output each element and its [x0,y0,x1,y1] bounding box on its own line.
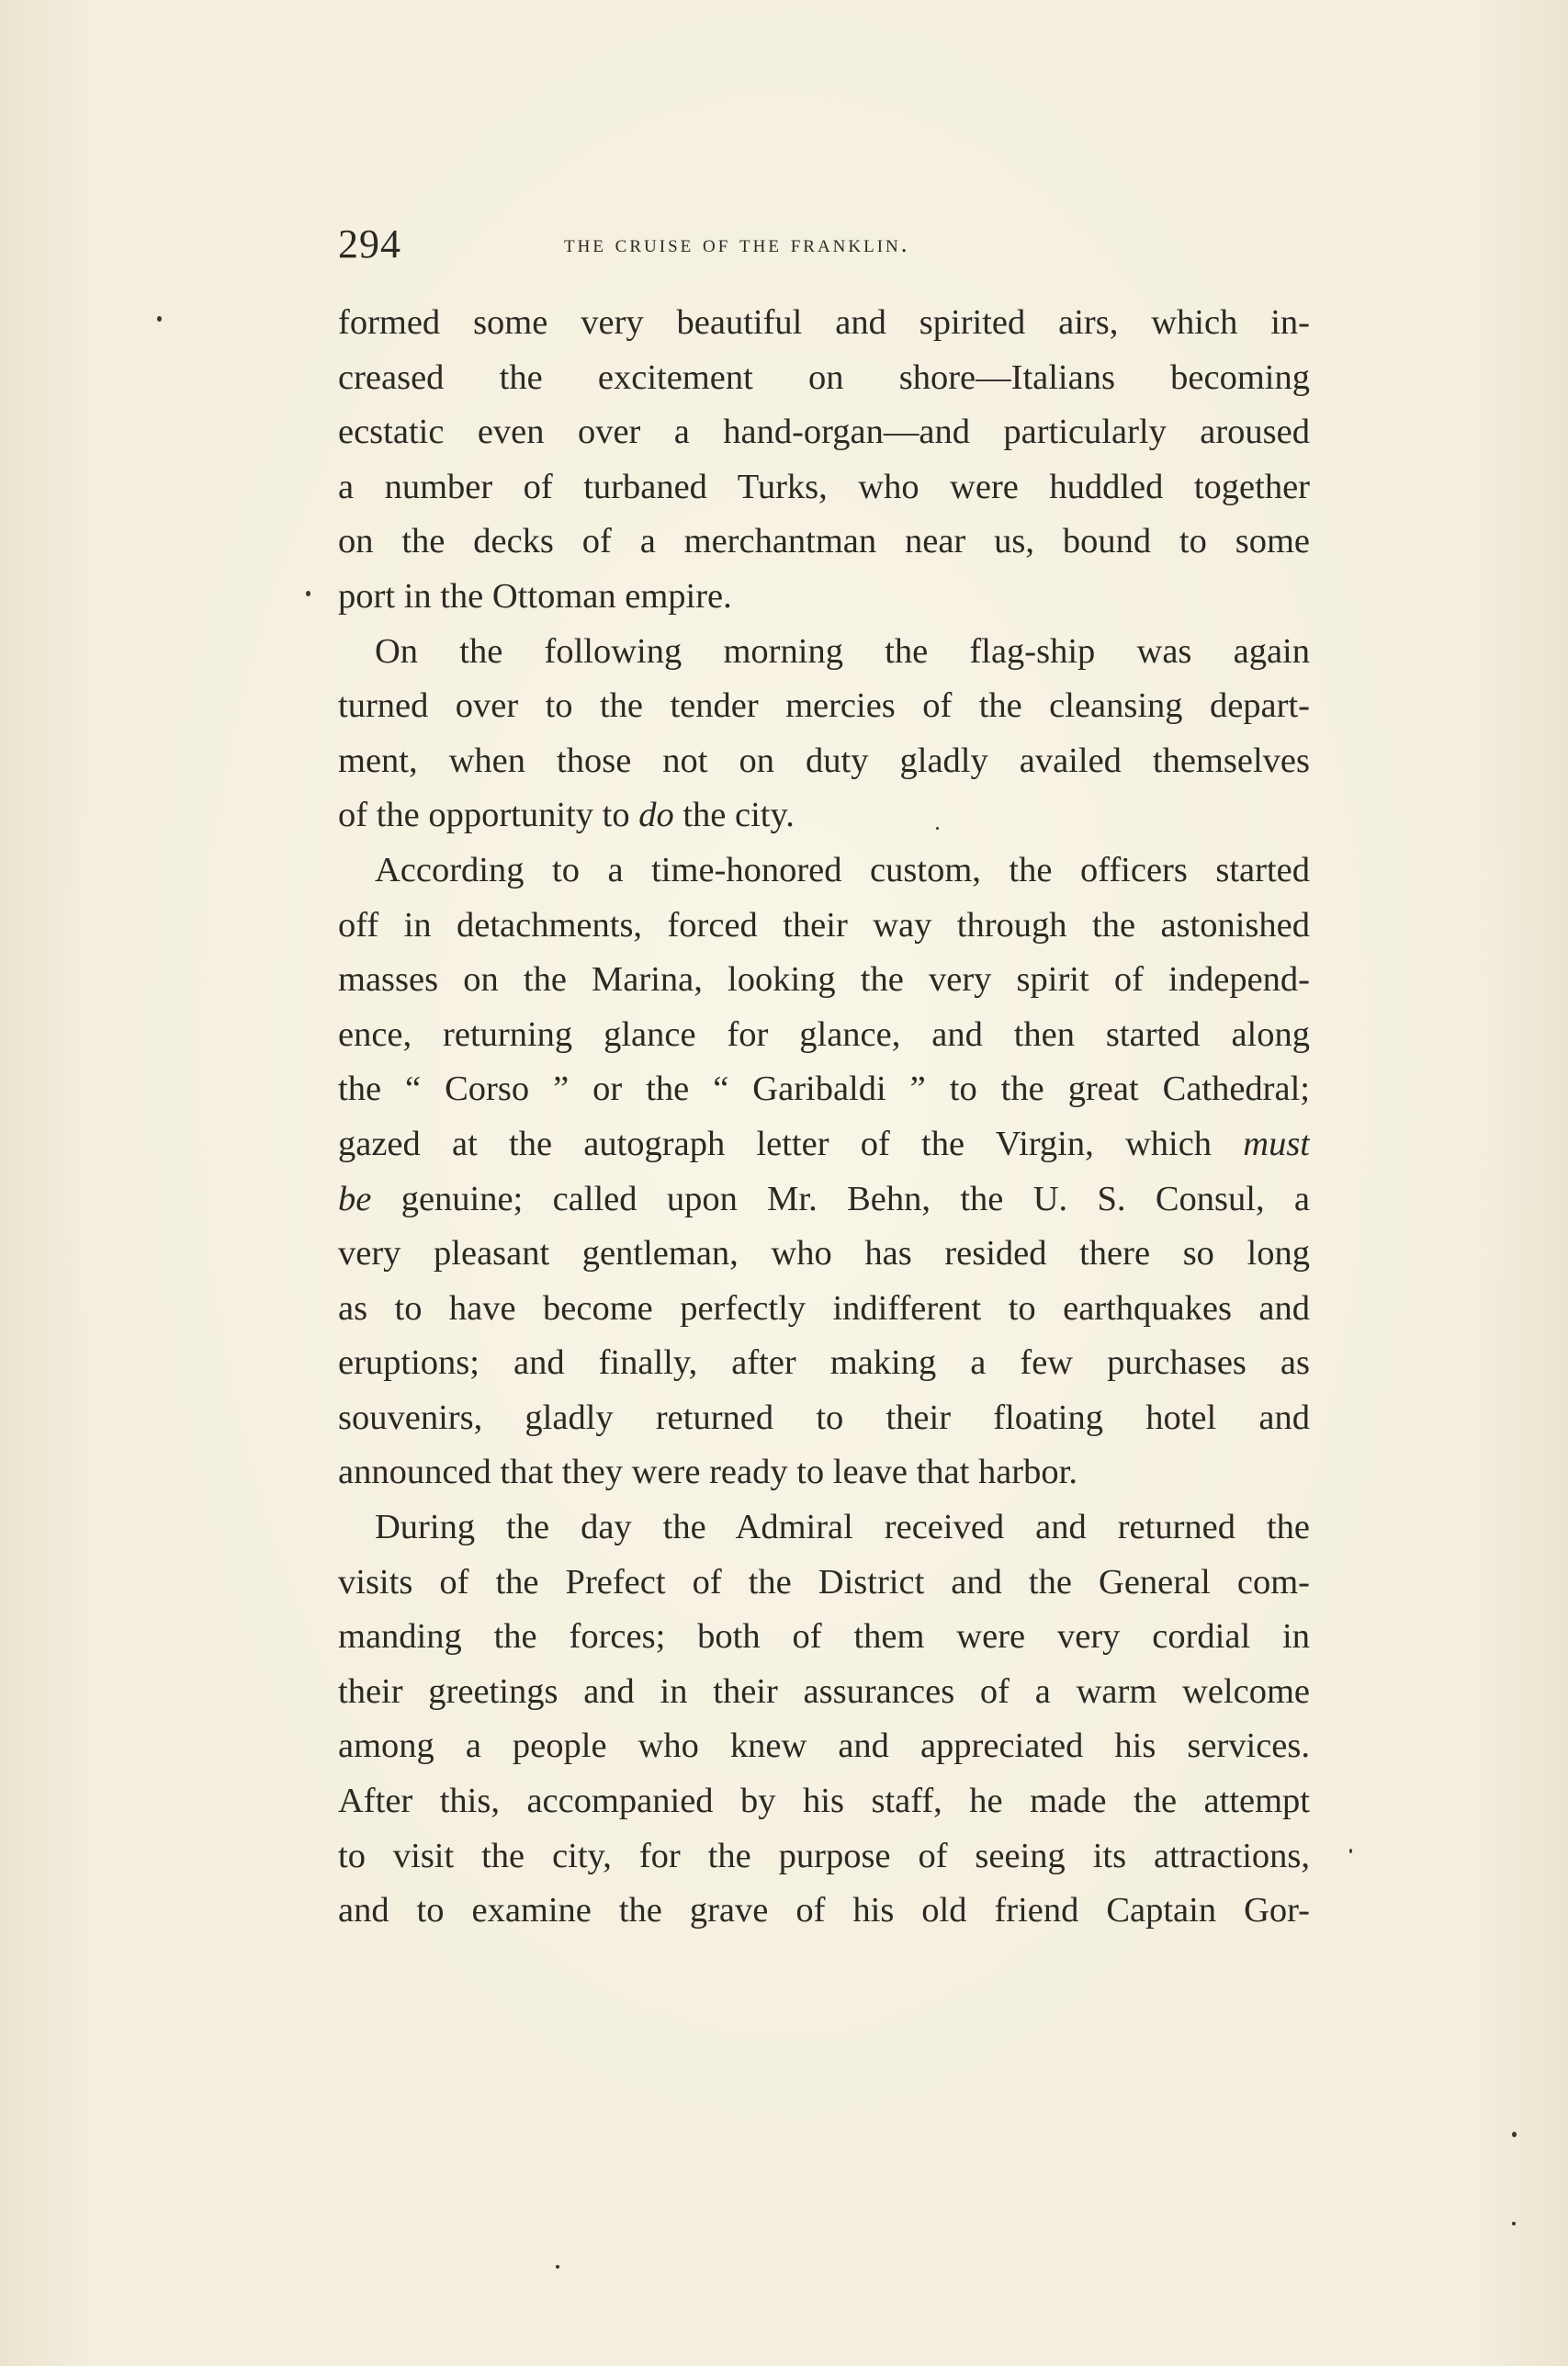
margin-speck [306,591,310,596]
italic-word: do [638,796,674,835]
margin-speck [1512,2132,1517,2137]
text-segment: the city. [673,796,795,835]
margin-speck [1349,1849,1352,1853]
text-line: ecstatic even over a hand-organ—and particularly aroused [338,413,1310,452]
paragraph-1 [338,296,1310,625]
text-line: a number of turbaned Turks, who were huddled together [338,467,1310,506]
text-line: visits of the Prefect of the District and the General com- [338,1562,1310,1602]
margin-speck [936,827,939,830]
italic-word: be [338,1179,372,1218]
text-line: manding the forces; both of them were very cordial in [338,1617,1310,1657]
text-line: creased the excitement on shore—Italians becoming [338,357,1310,397]
italic-word: must [1243,1124,1310,1163]
text-line: According to a time-honored custom, the officers started [375,850,1310,889]
running-head [338,221,1310,276]
text-line: their greetings and in their assurances of a warm welcome [338,1671,1310,1711]
text-line: among a people who knew and appreciated his services. [338,1726,1310,1766]
text-line: to visit the city, for the purpose of seeing its attractions, [338,1836,1310,1875]
margin-speck [1512,2222,1516,2225]
text-line: formed some very beautiful and spirited airs, which in- [338,303,1310,342]
text-segment: gazed at the autograph letter of the Virgin, which [338,1124,1244,1163]
text-line: During the day the Admiral received and returned the [375,1508,1310,1547]
paragraph-4 [338,1500,1310,1939]
text-line: as to have become perfectly indifferent to earthquakes and [338,1288,1310,1328]
text-line: On the following morning the flag-ship was again [375,631,1310,671]
paragraph-2 [338,625,1310,843]
text-line: on the decks of a merchantman near us, bound to some [338,522,1310,561]
body-text [338,296,1310,1939]
text-segment: of the opportunity to [338,796,639,835]
text-line: port in the Ottoman empire. [338,576,732,616]
text-line: souvenirs, gladly returned to their floating hotel and [338,1398,1310,1437]
text-line: eruptions; and finally, after making a few purchases as [338,1343,1310,1383]
text-line [338,1172,1310,1228]
text-segment: genuine; called upon Mr. Behn, the U. S. Consul, a [400,1179,1310,1218]
text-line: ment, when those not on duty gladly availed themselves [338,741,1310,780]
text-line: announced that they were ready to leave that harbor. [338,1453,1077,1492]
text-line: ence, returning glance for glance, and then started along [338,1014,1310,1054]
page-number: 294 [338,221,401,266]
text-line: and to examine the grave of his old friend Captain Gor- [338,1891,1310,1930]
text-line: turned over to the tender mercies of the cleansing depart- [338,686,1310,726]
text-line: masses on the Marina, looking the very spirit of independ- [338,960,1310,1000]
text-line: very pleasant gentleman, who has resided there so long [338,1234,1310,1274]
text-line: After this, accompanied by his staff, he made the attempt [338,1782,1310,1821]
text-line [338,1117,1310,1172]
margin-speck [157,316,162,322]
running-title: the cruise of the franklin. [564,230,910,257]
paragraph-3 [338,843,1310,1500]
margin-speck [556,2265,559,2269]
text-line [338,788,1310,843]
text-line: off in detachments, forced their way through the astonished [338,905,1310,945]
text-line: the “ Corso ” or the “ Garibaldi ” to the great Cathedral; [338,1070,1310,1109]
